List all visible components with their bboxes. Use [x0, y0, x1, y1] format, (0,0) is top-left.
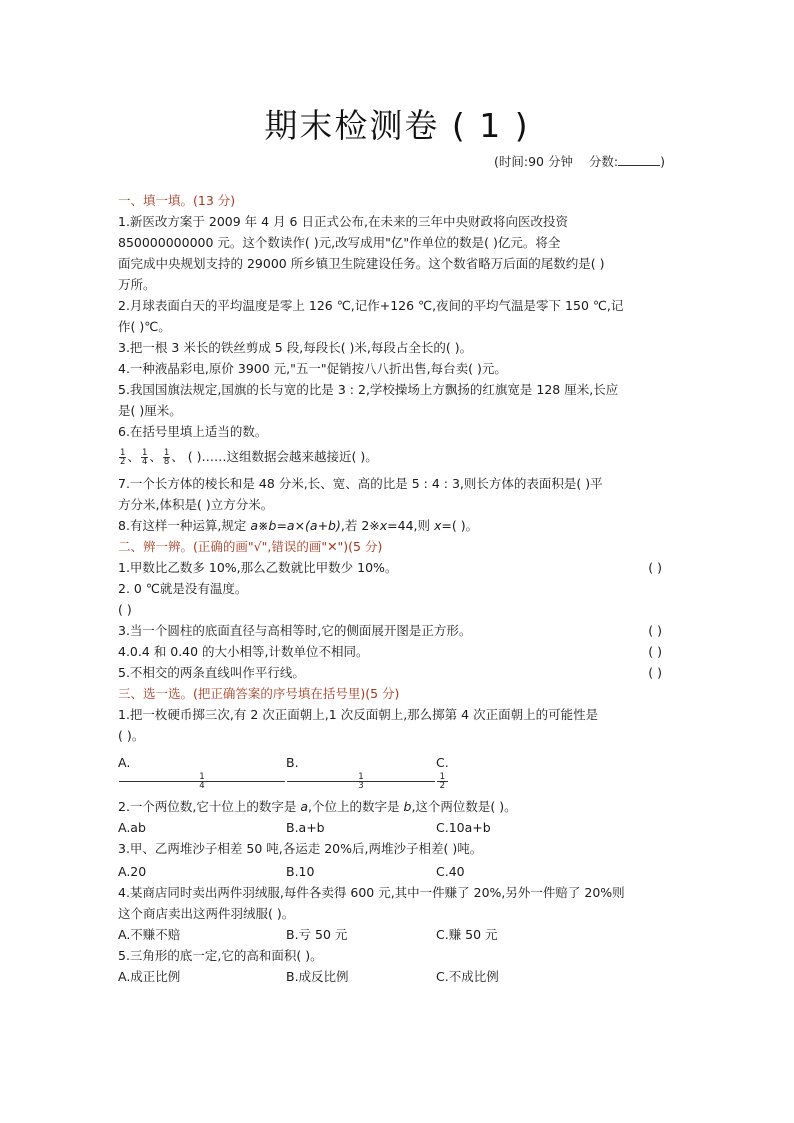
s1-q1-line1: 1.新医改方案于 2009 年 4 月 6 日正式公布,在未来的三年中央财政将向医改投资 — [118, 214, 568, 229]
s2-q5: 5.不相交的两条直线叫作平行线。 ( ) — [118, 662, 678, 683]
option-a[interactable]: A.20 — [118, 864, 147, 879]
s1-q4: 4.一种液晶彩电,原价 3900 元,"五一"促销按八八折出售,每台卖( )元。 — [118, 361, 507, 376]
answer-blank[interactable]: ( ) — [648, 665, 662, 680]
s3-q1-options — [118, 752, 678, 790]
s2-q2-blank — [118, 599, 678, 620]
s3-q5-options — [118, 966, 678, 987]
score-blank[interactable] — [618, 154, 660, 166]
s3-q1-line2: ( )。 — [118, 728, 145, 743]
page-title: 期末检测卷 ( 1 ) — [264, 106, 530, 145]
s1-q2-line2: 作( )℃。 — [118, 319, 171, 334]
option-b[interactable]: B.亏 50 元 — [286, 927, 348, 942]
s1-q5-line1: 5.我国国旗法规定,国旗的长与宽的比是 3 : 2,学校操场上方飘扬的红旗宽是 128 厘米,长应 — [118, 382, 619, 397]
answer-blank[interactable]: ( ) — [648, 560, 662, 575]
time-label: (时间:90 分钟 — [494, 154, 573, 169]
section-2-heading: 二、辨一辨。(正确的画"√",错误的画"✕")(5 分) — [118, 539, 383, 554]
s1-q3: 3.把一根 3 米长的铁丝剪成 5 段,每段长( )米,每段占全长的( )。 — [118, 340, 473, 355]
s3-q4-options — [118, 924, 678, 945]
option-a[interactable]: A.不赚不赔 — [118, 927, 181, 942]
s3-q3-options — [118, 861, 678, 882]
s1-q5-line2: 是( )厘米。 — [118, 403, 182, 418]
answer-blank[interactable]: ( ) — [648, 644, 662, 659]
separator: 、 — [149, 449, 162, 464]
s2-q2: 2. 0 ℃就是没有温度。 — [118, 581, 248, 596]
s1-q1-line3: 面完成中央规划支持的 29000 所乡镇卫生院建设任务。这个数省略万后面的尾数约是( ) — [118, 256, 605, 271]
option-c[interactable]: C. 1 2 — [436, 755, 449, 791]
section-1-heading: 一、填一填。(13 分) — [118, 193, 236, 208]
option-c[interactable]: C.40 — [436, 864, 465, 879]
fraction-eighth: $\frac{1}{8}$ — [163, 448, 170, 467]
s1-q8: 8.有这样一种运算,规定 a※b=a×(a+b),若 2※x=44,则 x=( )。 — [118, 518, 479, 533]
s1-q6-sequence — [118, 446, 678, 467]
option-b[interactable]: B.成反比例 — [286, 969, 349, 984]
s2-q3: 3.当一个圆柱的底面直径与高相等时,它的侧面展开图是正方形。 ( ) — [118, 620, 678, 641]
s2-q4: 4.0.4 和 0.40 的大小相等,计数单位不相同。 ( ) — [118, 641, 678, 662]
option-b[interactable]: B.10 — [286, 864, 315, 879]
s1-q6-rest: ( )……这组数据会越来越接近( )。 — [187, 449, 378, 464]
option-c[interactable]: C.不成比例 — [436, 969, 499, 984]
separator: 、 — [171, 449, 184, 464]
meta-close: ) — [660, 154, 665, 169]
exam-meta — [494, 152, 665, 170]
operation-definition: a※b=a×(a+b) — [250, 518, 341, 533]
section-3-heading: 三、选一选。(把正确答案的序号填在括号里)(5 分) — [118, 686, 400, 701]
s1-q7-line1: 7.一个长方体的棱长和是 48 分米,长、宽、高的比是 5 : 4 : 3,则长方体的表面积是( )平 — [118, 476, 603, 491]
s3-q5: 5.三角形的底一定,它的高和面积( )。 — [118, 948, 323, 963]
s1-q6-line1: 6.在括号里填上适当的数。 — [118, 424, 268, 439]
s1-q7-line2: 方分米,体积是( )立方分米。 — [118, 497, 274, 512]
score-label: 分数: — [588, 154, 619, 169]
option-a[interactable]: A.成正比例 — [118, 969, 181, 984]
option-b[interactable]: B.a+b — [286, 820, 325, 835]
option-c[interactable]: C.10a+b — [436, 820, 491, 835]
s1-q1-line4: 万所。 — [118, 277, 156, 292]
answer-blank[interactable]: ( ) — [118, 602, 132, 617]
s3-q1-line1: 1.把一枚硬币掷三次,有 2 次正面朝上,1 次反面朝上,那么掷第 4 次正面朝上的可能性是 — [118, 707, 599, 722]
answer-blank[interactable]: ( ) — [648, 623, 662, 638]
option-a[interactable]: A.ab — [118, 820, 146, 835]
s2-q1: 1.甲数比乙数多 10%,那么乙数就比甲数少 10%。 ( ) — [118, 557, 678, 578]
s1-q2-line1: 2.月球表面白天的平均温度是零上 126 ℃,记作+126 ℃,夜间的平均气温是零下 150 ℃,记 — [118, 298, 624, 313]
s1-q1-line2: 850000000000 元。这个数读作( )元,改写成用"亿"作单位的数是( )亿元。将全 — [118, 235, 561, 250]
s3-q2: 2.一个两位数,它十位上的数字是 a,个位上的数字是 b,这个两位数是( )。 — [118, 799, 517, 814]
s3-q3: 3.甲、乙两堆沙子相差 50 吨,各运走 20%后,两堆沙子相差( )吨。 — [118, 841, 483, 856]
option-a[interactable]: A. 1 4 — [118, 752, 286, 790]
option-b[interactable]: B. 1 3 — [286, 752, 436, 790]
s3-q4-line2: 这个商店卖出这两件羽绒服( )。 — [118, 906, 295, 921]
fraction-quarter: $\frac{1}{4}$ — [141, 448, 148, 467]
s3-q4-line1: 4.某商店同时卖出两件羽绒服,每件各卖得 600 元,其中一件赚了 20%,另外一件赔了 20%则 — [118, 885, 625, 900]
s3-q2-options — [118, 817, 678, 838]
fraction-half: $\frac{1}{2}$ — [120, 448, 126, 467]
option-c[interactable]: C.赚 50 元 — [436, 927, 498, 942]
exam-content — [118, 190, 678, 987]
separator: 、 — [127, 449, 140, 464]
